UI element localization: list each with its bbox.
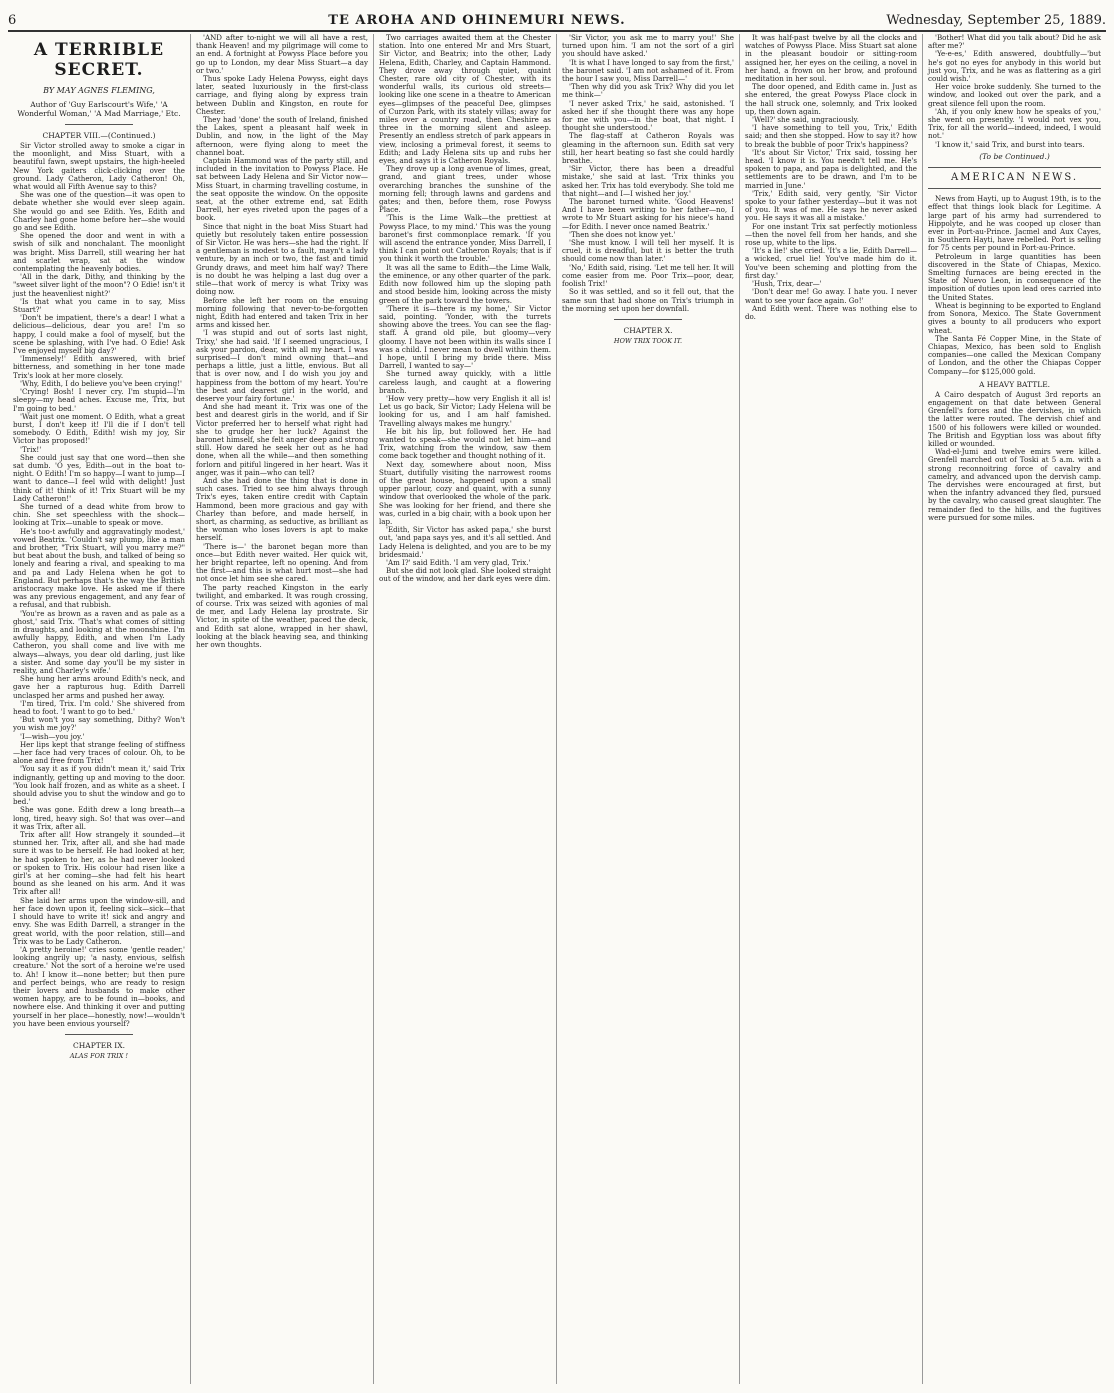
paragraph: 'Am I?' said Edith. 'I am very glad, Trix.' [386,558,531,567]
paragraph: Sir Victor strolled away to smoke a cigar in the moonlight, and Miss Stuart, with a beautiful fawn, swept upstairs, the high-heeled New York gaiters click-clicking over the ground. Lady Catheron, Lady Catheron! Oh, what would all Fifth Avenue say to this? [13,141,185,192]
paragraph: 'But won't you say something, Dithy? Won't you wish me joy?' [13,715,185,733]
paragraph: 'I have something to tell you, Trix,' Edith said; and then she stopped. How to say it? how to break the bubble of poor Trix's happiness? [745,123,917,149]
column-1 [8,34,191,1384]
paragraph: So it was settled, and so it fell out, that the same sun that had shone on Trix's triumph in the morning set upon her downfall. [562,287,734,313]
paragraph: 'She must know. I will tell her myself. It is cruel, it is dreadful, but it is better the truth should come now than later.' [562,238,734,264]
paragraph: They had 'done' the south of Ireland, finished the Lakes, spent a pleasant half week in Dublin, and now, in the light of the May afternoon, were flying along to meet the channel boat. [196,115,368,157]
column-4 [557,34,740,1384]
paragraph: 'Why, Edith, I do believe you've been crying!' [20,378,182,388]
paragraph: 'Trix!' [20,444,42,454]
paragraph: And she had meant it. Trix was one of the best and dearest girls in the world, and if Sir Victor preferred her to herself what right had she to grudge her her luck? Against the baronet himself, she felt anger deep and strong still. How dared he seek her out as he had done, when all the while—and then something forlorn and pitiful lingered in her heart. Was it anger, was it pain—who can tell? [196,402,368,477]
paragraph: She was one of the question—it was open to debate whether she would ever sleep again. She would go and see Edith. Yes, Edith and Charley had gone home before her—she would go and see Edith. [13,190,185,233]
paragraph: 'Crying! Bosh! I never cry. I'm stupid—I'm sleepy—my head aches. Excuse me, Trix, but I'm going to bed.' [13,387,185,413]
paragraph: A Cairo despatch of August 3rd reports an engagement on that date between General Grenfell's forces and the dervishes, in which the latter were routed. The dervish chief and 1500 of his followers were killed or wounded. The British and Egyptian loss was about fifty killed or wounded. [928,389,1101,448]
byline: BY MAY AGNES FLEMING, [43,86,155,95]
column-2 [191,34,374,1384]
chapter-heading: CHAPTER IX. [73,1040,125,1050]
chapter-subtitle: ALAS FOR TRIX ! [69,1051,129,1060]
paragraph: The Santa Fé Copper Mine, in the State of Chiapas, Mexico, has been sold to English companies—one called the Mexican Company of London, and the other the Chiapas Copper Company—for $125,000 gold. [928,333,1101,376]
paragraph: 'AND after to-night we will all have a rest, thank Heaven! and my pilgrimage will come to an end. A fortnight at Powyss Place before you go up to London, my dear Miss Stuart—a day or two.' [196,34,368,75]
paragraph: 'Sir Victor, there has been a dreadful mistake,' she said at last. 'Trix thinks you asked her. Trix has told everybody. She told me that night—and I—I wished her joy.' [562,164,734,198]
paragraph: She opened the door and went in with a swish of silk and nonchalant. The moonlight was bright. Miss Darrell, still wearing her hat and scarlet wrap, sat at the window contemplating the heavenly bodies. [13,231,185,274]
paragraph: Before she left her room on the ensuing morning following that never-to-be-forgotten night, Edith had entered and taken Trix in her arms and kissed her. [196,295,368,330]
paragraph: But she did not look glad. She looked straight out of the window, and her dark eyes were dim. [379,566,551,584]
paragraph: He's too-t awfully and aggravatingly modest,' vowed Beatrix. 'Couldn't say plump, like a man and brother, "Trix Stuart, will you marry me?" but beat about the bush, and talked of being so lonely and fearing a rival, and speaking to ma and pa and Lady Helena when he got to England. But perhaps that's the way the British aristocracy make love. He asked me if there was any previous engagement, and any fear of a refusal, and that rubbish. [13,526,185,610]
column-3 [374,34,557,1384]
paragraph: She hung her arms around Edith's neck, and gave her a rapturous hug. Edith Darrell unclasped her arms and pushed her away. [13,674,185,700]
paragraph: It was all the same to Edith—the Lime Walk, the eminence, or any other quarter of the park. Edith now followed him up the sloping path and stood beside him, looking across the misty green of the park toward the towers. [379,262,551,305]
paragraph: Her voice broke suddenly. She turned to the window, and looked out over the park, and a great silence fell upon the room. [928,82,1101,108]
paragraph: 'Well?' she said, ungraciously. [752,115,859,125]
chapter-heading: CHAPTER X. [623,325,673,335]
page-number: 6 [8,13,17,28]
paragraph: He bit his lip, but followed her. He had wanted to speak—she would not let him—and Trix, watching from the window, saw them come back together and thought nothing of it. [379,426,551,461]
paragraph: Thus spoke Lady Helena Powyss, eight days later, seated luxuriously in the first-class carriage, and flying along by express train between Dublin and Kingston, en route for Chester. [196,74,368,116]
paragraph: She could just say that one word—then she sat dumb. 'O yes, Edith—out in the boat to-night. O Edith! I'm so happy—I want to jump—I want to dance—I feel wild with delight! Just think of it! think of it! Trix Stuart will be my Lady Catheron!' [13,452,185,503]
chapter-heading: CHAPTER VIII.—(Continued.) [42,131,156,140]
paragraph: 'Then why did you ask Trix? Why did you let me think—' [562,82,734,100]
divider [65,1034,134,1035]
paragraph: 'Trix,' Edith said, very gently, 'Sir Victor spoke to your father yesterday—but it was not of you. It was of me. He says he never asked you. He says it was all a mistake.' [745,188,917,223]
paragraph: 'Edith, Sir Victor has asked papa,' she burst out, 'and papa says yes, and it's all settled. And Lady Helena is delighted, and you are to be my bridesmaid.' [379,525,551,559]
paragraph: 'This is the Lime Walk—the prettiest at Powyss Place, to my mind.' This was the young baronet's first commonplace remark. 'If you will ascend the entrance yonder, Miss Darrell, I think I can point out Catheron Royals; that is if you think it worth the trouble.' [379,213,551,264]
story-title: A TERRIBLE SECRET. [33,40,165,80]
paragraph: 'There it is—there is my home,' Sir Victor said, pointing. 'Yonder, with the turrets showing above the trees. You can see the flag-staff. A grand old pile, but gloomy—very gloomy. I have not been within its walls since I was a child. I never mean to dwell within them. I hope, until I bring my bride there. Miss Darrell, I wanted to say—' [379,303,551,371]
paragraph: Trix after all! How strangely it sounded—it stunned her. Trix, after all, and she had made sure it was to be herself. He had looked at her, he had spoken to her, as he had never looked or spoken to Trix. His colour had risen like a girl's at her coming—she had felt his heart bound as she leaned on his arm. And it was Trix after all! [13,830,185,897]
paragraph: 'Sir Victor, you ask me to marry you!' She turned upon him. 'I am not the sort of a girl you should have asked.' [562,34,734,59]
american-news-heading: AMERICAN NEWS. [950,172,1079,184]
paragraph: 'Don't dear me! Go away. I hate you. I never want to see your face again. Go!' [745,287,917,305]
paragraph: 'A pretty heroine!' cries some 'gentle reader,' looking angrily up; 'a nasty, envious, selfish creature.' Not the sort of a heroine we're used to. Ah! I know it—none better; but then pure and perfect beings, who are ready to resign their lovers and husbands to make other women happy, are to be found in—books, and nowhere else. And thinking it over and putting yourself in her place—honestly, now!—wouldn't you have been envious yourself? [13,944,185,1028]
paragraph: Next day, somewhere about noon, Miss Stuart, dutifully visiting the narrowest rooms of the great house, happened upon a small upper parlour, cozy and quaint, with a sunny window that overlooked the whole of the park. She was looking for her friend, and there she was, curled in a big chair, with a book upon her lap. [379,459,551,526]
paragraph: 'I'm tired, Trix. I'm cold.' She shivered from head to foot. 'I want to go to bed.' [13,698,185,717]
paragraph: And she had done the thing that is done in such cases. Tried to see him always through Trix's eyes, taken entire credit with Captain Hammond, been more gracious and gay with Charley than before, and made herself, in short, as charming, as seductive, as brilliant as the woman who loses lovers is apt to make herself. [196,475,368,543]
to-be-continued: (To be Continued.) [979,151,1050,161]
paragraph: 'Then she does not know yet.' [569,229,676,239]
section-divider [928,188,1101,189]
paragraph: 'All in the dark, Dithy, and thinking by the "sweet silver light of the moon"? O Edie! isn't it just the heavenliest night?' [13,272,185,298]
paragraph: The baronet turned white. 'Good Heavens! And I have been writing to her father—no, I wrote to Mr Stuart asking for his niece's hand—for Edith. I never once named Beatrix.' [562,197,734,231]
paragraph: 'I—wish—you joy.' [20,731,85,741]
newspaper-title: TE AROHA AND OHINEMURI NEWS. [328,13,626,28]
column-body [13,142,185,1028]
paragraph: She was gone. Edith drew a long breath—a long, tired, heavy sigh. So! that was over—and it was Trix, after all. [13,805,185,831]
paragraph: 'How very pretty—how very English it all is! Let us go back, Sir Victor; Lady Helena will be looking for us, and I am half famished. Travelling always makes me hungry.' [379,393,551,428]
paragraph: 'It is what I have longed to say from the first,' the baronet said. 'I am not ashamed of it. From the hour I saw you, Miss Darrell—' [562,57,734,84]
paragraph: The flag-staff at Catheron Royals was gleaming in the afternoon sun. Edith sat very still, her heart beating so fast she could hardly breathe. [562,131,734,166]
paragraph: 'Ah, if you only knew how he speaks of you,' she went on presently. 'I would not vex you, Trix, for all the world—indeed, indeed, I would not.' [928,106,1101,141]
column-5 [740,34,923,1384]
paragraph: Wheat is beginning to be exported to England from Sonora, Mexico. The State Government gives a bounty to all producers who export wheat. [928,300,1101,335]
column-6 [923,34,1106,1384]
paragraph: Wad-el-Jumi and twelve emirs were killed. Grenfell marched out of Toski at 5 a.m. with a strong reconnoitring force of cavalry and camelry, and advanced upon the dervish camp. The dervishes were encouraged at first, but when the infantry advanced they fled, pursued by the cavalry, who caused great slaughter. The remainder fled to the hills, and the fugitives were pursued for some miles. [928,447,1101,522]
paragraph: 'Don't be impatient, there's a dear! I what a delicious—delicious, dear you are! I'm so happy, I could make a fool of myself, but the scene be splashing, with I've had. O Edie! Ask I've enjoyed myself big day?' [13,313,185,356]
paragraph: 'No,' Edith said, rising. 'Let me tell her. It will come easier from me. Poor Trix—poor, dear, foolish Trix!' [562,262,734,289]
divider [65,124,134,125]
divider [614,319,683,320]
chapter-subtitle: HOW TRIX TOOK IT. [613,336,683,345]
paragraph: For one instant Trix sat perfectly motionless—then the novel fell from her hands, and she rose up, white to the lips. [745,221,917,248]
paragraph: 'You're as brown as a raven and as pale as a ghost,' said Trix. 'That's what comes of sitting in draughts, and looking at the moonshine. I'm awfully happy, Edith, and when I'm Lady Catheron, you shall come and live with me always—always, you dear old darling, just like a sister. And some day you'll be my sister in reality, and Charley's wife.' [13,608,185,675]
paragraph: The party reached Kingston in the early twilight, and embarked. It was rough crossing, of course. Trix was seized with agonies of mal de mer, and Lady Helena lay prostrate. Sir Victor, in spite of the weather, paced the deck, and Edith sat alone, wrapped in her shawl, looking at the black heaving sea, and thinking her own thoughts. [196,582,368,650]
paragraph: 'Ye-e-es,' Edith answered, doubtfully—'but he's got no eyes for anybody in this world but just you, Trix, and he was as flattering as a girl could wish.' [928,49,1101,84]
battle-heading: A HEAVY BATTLE. [978,379,1051,389]
paragraph: Her lips kept that strange feeling of stiffness—her face had very traces of colour. Oh, to be alone and free from Trix! [13,739,185,766]
masthead [8,8,1106,32]
issue-date: Wednesday, September 25, 1889. [886,13,1106,28]
paragraph: And Edith went. There was nothing else to do. [745,303,917,321]
paragraph: 'Immensely!' Edith answered, with brief bitterness, and something in her tone made Trix's look at her more closely. [13,354,185,380]
columns [8,34,1106,1384]
paragraph: They drove up a long avenue of limes, great, grand, and giant trees, under whose overarching branches the sunshine of the morning fell; through lawns and gardens and gates; and then, before them, rose Powyss Place. [379,164,551,215]
paragraph: It was half-past twelve by all the clocks and watches of Powyss Place. Miss Stuart sat alone in the pleasant boudoir or sitting-room assigned her, her eyes on the ceiling, a novel in her hand, a frown on her brow, and profound meditation in her soul. [745,34,917,84]
paragraph: 'You say it as if you didn't mean it,' said Trix indignantly, getting up and moving to the door. 'You look half frozen, and as white as a sheet. I should advise you to shut the window and go to bed.' [13,764,185,807]
paragraph: She turned of a dead white from brow to chin. She set speechless with the shock—looking at Trix—unable to speak or move. [13,501,185,528]
paragraph: 'It's about Sir Victor,' Trix said, tossing her head. 'I know it is. You needn't tell me. He's spoken to papa, and papa is delighted, and the settlements are to be drawn, and I'm to be married in June.' [745,147,917,190]
paragraph: She laid her arms upon the window-sill, and her face down upon it, feeling sick—sick—that I should have to write it! sick and angry and envy. She was Edith Darrell, a stranger in the great world, with the poor relation, still—and Trix was to be Lady Catheron. [13,895,185,946]
paragraph: Petroleum in large quantities has been discovered in the State of Chiapas, Mexico. Smelting furnaces are being erected in the State of Nuevo Leon, in consequence of the imposition of duties upon lead ores carried into the United States. [928,251,1101,302]
section-divider [928,167,1101,168]
paragraph: 'It's a lie!' she cried. 'It's a lie, Edith Darrell—a wicked, cruel lie! You've made him do it. You've been scheming and plotting from the first day.' [745,246,917,280]
paragraph: 'Bother! What did you talk about? Did he ask after me?' [928,34,1101,51]
paragraph: 'There is—' the baronet began more than once—but Edith never waited. Her quick wit, her bright repartee, left no opening. And from the first—and this is what hurt most—she had not once let him see she cared. [196,541,368,584]
paragraph: Since that night in the boat Miss Stuart had quietly but resolutely taken entire possession of Sir Victor. He was hers—she had the right. If a gentleman is modest to a fault, mayn't a lady venture, by an inch or two, the fast and timid Grundy draws, and meet him half way? There is no doubt he was helping a last dug over a stile—that work of mercy is what Trixy was doing now. [196,221,368,297]
paragraph: The door opened, and Edith came in. Just as she entered, the great Powyss Place clock in the hall struck one, solemnly, and Trix looked up, then down again. [745,82,917,116]
paragraph: 'Wait just one moment. O Edith, what a great burst, I don't keep it! I'll die if I don't tell somebody. O Edith, Edith! wish my joy, Sir Victor has proposed!' [13,411,185,446]
paragraph: 'Hush, Trix, dear—' [752,279,822,289]
paragraph: Two carriages awaited them at the Chester station. Into one entered Mr and Mrs Stuart, Sir Victor, and Beatrix; into the other, Lady Helena, Edith, Charley, and Captain Hammond. They drove away through quiet, quaint Chester, rare old city of Chester, with its wonderful walls, its curious old streets—looking like one scene in a theatre to American eyes—glimpses of the peaceful Dee, glimpses of Curzon Park, with its stately villas; away for miles over a country road, then Cheshire as three in the morning silent and asleep. Presently an endless stretch of park appears in view, inclosing a primeval forest, it seems to Edith; and Lady Helena sits up and rubs her eyes, and says it is Catheron Royals. [379,34,551,166]
paragraph: She turned away quickly, with a little careless laugh, and caught at a flowering branch. [379,369,551,395]
paragraph: 'Is that what you came in to say, Miss Stuart?' [13,296,185,315]
paragraph: Captain Hammond was of the party still, and included in the invitation to Powyss Place. He sat between Lady Helena and Sir Victor now—Miss Stuart, in charming travelling costume, in the seat opposite the window. On the opposite seat, at the other extreme end, sat Edith Darrell, her eyes riveted upon the pages of a book. [196,156,368,223]
author-note: Author of 'Guy Earlscourt's Wife,' 'A Wonderful Woman,' 'A Mad Marriage,' Etc. [17,100,181,118]
paragraph: News from Hayti, up to August 19th, is to the effect that things look black for Legitime. A large part of his army had surrendered to Hippolyte, and he was cooped up closer than ever in Port-au-Prince. Jacmel and Aux Cayes, in Southern Hayti, have rebelled. Port is selling for 75 cents per pound in Port-au-Prince. [928,194,1101,253]
paragraph: 'I never asked Trix,' he said, astonished. 'I asked her if she thought there was any hope for me with you—in the boat, that night. I thought she understood.' [562,98,734,133]
paragraph: 'I know it,' said Trix, and burst into tears. [935,139,1085,149]
paragraph: 'I was stupid and out of sorts last night, Trixy,' she had said. 'If I seemed ungracious, I ask your pardon, dear, with all my heart. I was surprised—I don't mind owning that—and perhaps a little, just a little, envious. But all that is over now, and I do wish you joy and happiness from the bottom of my heart. You're the best and dearest girl in the world, and deserve your fairy fortune.' [196,328,368,403]
